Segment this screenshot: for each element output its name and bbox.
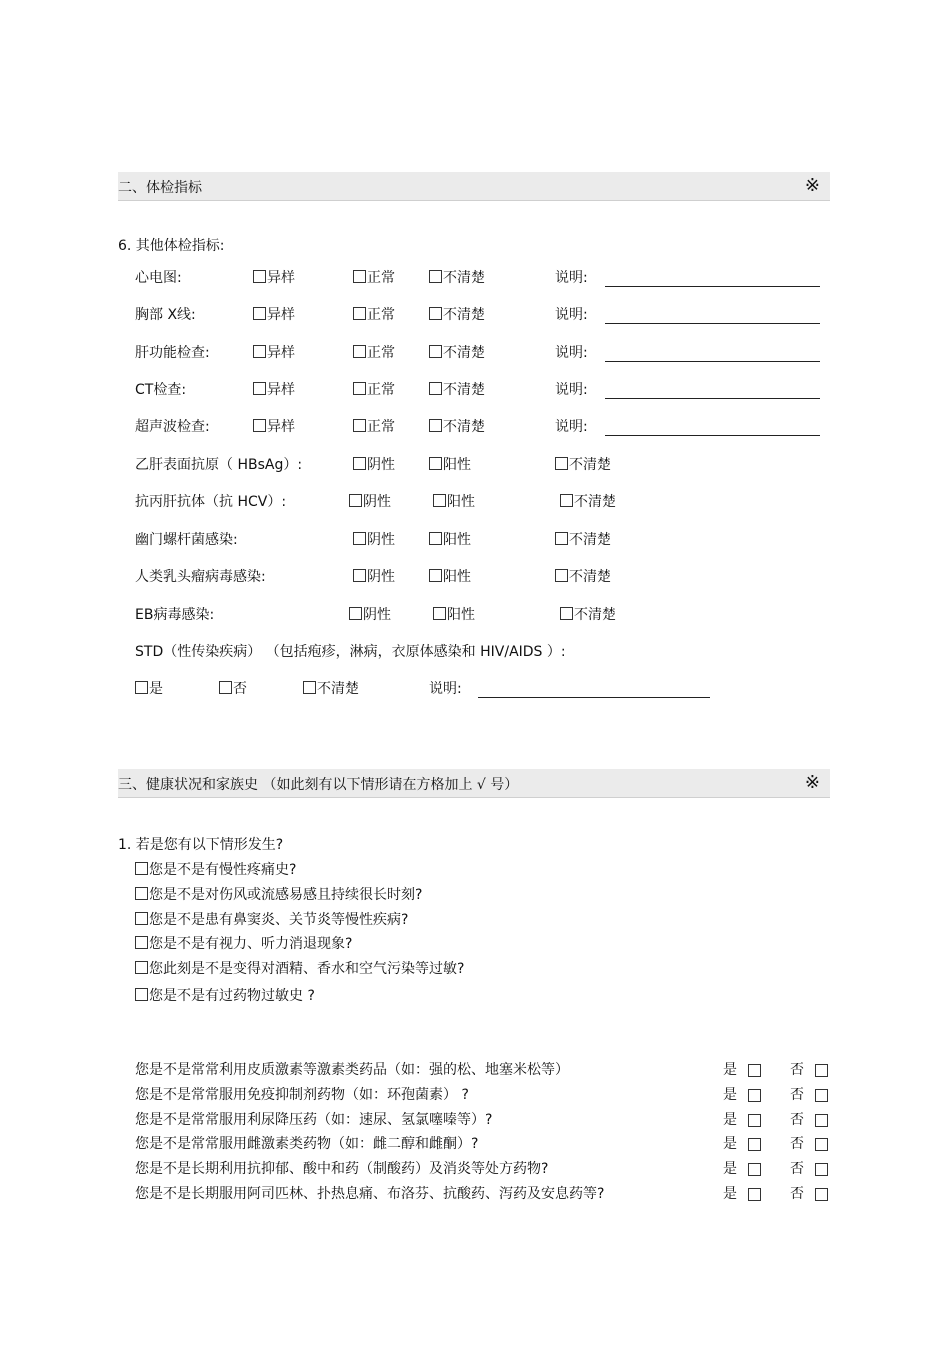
- checkbox[interactable]: [429, 345, 442, 358]
- checkbox[interactable]: [429, 270, 442, 283]
- checkbox[interactable]: [353, 270, 366, 283]
- option-abnormal[interactable]: [253, 269, 295, 287]
- checkbox[interactable]: [560, 607, 573, 620]
- item-label: 您是不是有过药物过敏史 ?: [149, 988, 315, 1004]
- note-input-line[interactable]: [605, 286, 820, 287]
- no-label: 否: [790, 1186, 804, 1202]
- checkbox[interactable]: [353, 532, 366, 545]
- checkbox[interactable]: [560, 494, 573, 507]
- checkbox[interactable]: [429, 532, 442, 545]
- yes-label: 是: [723, 1111, 737, 1128]
- option-label: 阳性: [443, 569, 471, 585]
- no-checkbox[interactable]: [815, 1089, 828, 1102]
- section-title: 二、体检指标: [118, 180, 202, 196]
- option-label: 不清楚: [317, 681, 359, 697]
- checkbox[interactable]: [433, 494, 446, 507]
- no-label: 否: [790, 1136, 804, 1153]
- option-label: 正常: [367, 382, 395, 398]
- yes-checkbox[interactable]: [748, 1138, 761, 1151]
- question-title: 6. 其他体检指标:: [118, 238, 225, 254]
- medication-question: 您是不是长期服用阿司匹林、扑热息痛、布洛芬、抗酸药、泻药及安息药等?: [135, 1186, 605, 1202]
- no-checkbox[interactable]: [815, 1163, 828, 1176]
- option-label: 阳性: [443, 532, 471, 548]
- option-label: 不清楚: [443, 345, 485, 361]
- note-label: 说明:: [555, 307, 588, 323]
- checkbox[interactable]: [353, 457, 366, 470]
- option-label: 阴性: [363, 494, 391, 510]
- option-label: 不清楚: [569, 532, 611, 548]
- option-label: 异样: [267, 270, 295, 286]
- option-negative[interactable]: [349, 606, 391, 624]
- option-label: 是: [149, 681, 163, 697]
- checkbox[interactable]: [135, 961, 148, 974]
- checkbox[interactable]: [429, 307, 442, 320]
- exam-label: 肝功能检查:: [135, 345, 210, 361]
- note-label: 说明:: [555, 382, 588, 398]
- no-label: 否: [790, 1086, 804, 1103]
- option-unclear[interactable]: [560, 606, 616, 624]
- exam-label: 超声波检查:: [135, 419, 210, 435]
- option-unclear[interactable]: [429, 269, 485, 287]
- option-positive[interactable]: [433, 493, 475, 511]
- checkbox[interactable]: [135, 936, 148, 949]
- checkbox[interactable]: [353, 307, 366, 320]
- option-label: 阳性: [447, 607, 475, 623]
- checkbox[interactable]: [253, 419, 266, 432]
- checkbox[interactable]: [135, 912, 148, 925]
- yes-checkbox[interactable]: [748, 1114, 761, 1127]
- test-label: 乙肝表面抗原（ HBsAg）:: [135, 457, 303, 473]
- option-unclear[interactable]: [429, 418, 485, 436]
- option-unclear[interactable]: [555, 568, 611, 586]
- option-label: 不清楚: [443, 307, 485, 323]
- note-input-line[interactable]: [605, 435, 820, 436]
- medication-question: 您是不是常常利用皮质激素等激素类药品（如：强的松、地塞米松等）: [135, 1062, 569, 1078]
- item-label: 您是不是有视力、听力消退现象?: [149, 936, 353, 952]
- checkbox[interactable]: [555, 532, 568, 545]
- note-label: 说明:: [555, 270, 588, 286]
- option-label: 正常: [367, 307, 395, 323]
- option-positive[interactable]: [429, 531, 471, 549]
- section-title: 三、健康状况和家族史 （如此刻有以下情形请在方格加上 √ 号）: [118, 777, 519, 793]
- item-label: 您是不是患有鼻窦炎、关节炎等慢性疾病?: [149, 912, 409, 928]
- no-label: 否: [790, 1062, 804, 1078]
- option-label: 阳性: [447, 494, 475, 510]
- medication-question: 您是不是长期利用抗抑郁、酸中和药（制酸药）及消炎等处方药物?: [135, 1161, 549, 1178]
- section-header-physical-exam: [118, 172, 830, 201]
- yes-checkbox[interactable]: [748, 1163, 761, 1176]
- option-label: 阴性: [367, 569, 395, 585]
- checkbox[interactable]: [429, 419, 442, 432]
- note-input-line[interactable]: [605, 398, 820, 399]
- exam-label: 心电图:: [135, 270, 182, 286]
- checkbox[interactable]: [253, 345, 266, 358]
- checkbox[interactable]: [429, 382, 442, 395]
- item-label: 您此刻是不是变得对酒精、香水和空气污染等过敏?: [149, 961, 465, 977]
- option-normal[interactable]: [353, 418, 395, 436]
- checkbox[interactable]: [135, 988, 148, 1001]
- checkbox[interactable]: [135, 887, 148, 900]
- option-label: 异样: [267, 345, 295, 361]
- no-label: 否: [790, 1111, 804, 1128]
- option-label: 不清楚: [574, 607, 616, 623]
- checkbox[interactable]: [349, 607, 362, 620]
- option-label: 阴性: [367, 457, 395, 473]
- std-option-yes[interactable]: [135, 680, 163, 698]
- checkbox[interactable]: [135, 862, 148, 875]
- option-abnormal[interactable]: [253, 344, 295, 362]
- yes-label: 是: [723, 1086, 737, 1103]
- checkbox[interactable]: [353, 419, 366, 432]
- test-label: 幽门螺杆菌感染:: [135, 532, 238, 548]
- exam-label: CT检查:: [135, 382, 187, 398]
- yes-checkbox[interactable]: [748, 1089, 761, 1102]
- yes-checkbox[interactable]: [748, 1064, 761, 1077]
- option-normal[interactable]: [353, 306, 395, 324]
- checkbox[interactable]: [219, 681, 232, 694]
- item-label: 您是不是有慢性疼痛史?: [149, 862, 297, 878]
- std-option-no[interactable]: [219, 680, 247, 698]
- no-label: 否: [790, 1161, 804, 1178]
- no-checkbox[interactable]: [815, 1114, 828, 1127]
- option-label: 不清楚: [574, 494, 616, 510]
- condition-item[interactable]: [135, 987, 315, 1005]
- option-label: 不清楚: [569, 457, 611, 473]
- section-header-health-history: [118, 769, 830, 798]
- note-label: 说明:: [429, 681, 462, 697]
- option-unclear[interactable]: [429, 381, 485, 399]
- option-unclear[interactable]: [560, 493, 616, 511]
- yes-label: 是: [723, 1186, 737, 1202]
- option-label: 异样: [267, 382, 295, 398]
- reference-mark: ※: [804, 175, 820, 196]
- option-label: 正常: [367, 270, 395, 286]
- yes-checkbox[interactable]: [748, 1188, 761, 1201]
- exam-label: 胸部 X线:: [135, 307, 196, 323]
- option-unclear[interactable]: [555, 531, 611, 549]
- option-label: 阴性: [363, 607, 391, 623]
- yes-label: 是: [723, 1161, 737, 1178]
- checkbox[interactable]: [433, 607, 446, 620]
- option-label: 否: [233, 681, 247, 697]
- option-label: 异样: [267, 419, 295, 435]
- condition-item[interactable]: [135, 911, 408, 929]
- option-abnormal[interactable]: [253, 381, 295, 399]
- note-label: 说明:: [555, 419, 588, 435]
- checkbox[interactable]: [303, 681, 316, 694]
- option-unclear[interactable]: [555, 456, 611, 474]
- checkbox[interactable]: [353, 345, 366, 358]
- option-abnormal[interactable]: [253, 418, 295, 436]
- no-checkbox[interactable]: [815, 1064, 828, 1077]
- note-input-line[interactable]: [605, 323, 820, 324]
- option-abnormal[interactable]: [253, 306, 295, 324]
- option-normal[interactable]: [353, 269, 395, 287]
- checkbox[interactable]: [555, 569, 568, 582]
- option-label: 正常: [367, 345, 395, 361]
- medication-question: 您是不是常常服用免疫抑制剂药物（如：环孢菌素） ?: [135, 1086, 469, 1103]
- note-input-line[interactable]: [478, 697, 710, 698]
- checkbox[interactable]: [135, 681, 148, 694]
- option-label: 不清楚: [443, 419, 485, 435]
- option-positive[interactable]: [433, 606, 475, 624]
- condition-item[interactable]: [135, 935, 352, 953]
- checkbox[interactable]: [253, 307, 266, 320]
- test-label: 抗丙肝抗体（抗 HCV）:: [135, 494, 287, 510]
- option-unclear[interactable]: [429, 306, 485, 324]
- test-label: 人类乳头瘤病毒感染:: [135, 569, 266, 585]
- option-label: 阳性: [443, 457, 471, 473]
- note-input-line[interactable]: [605, 361, 820, 362]
- checkbox[interactable]: [429, 457, 442, 470]
- checkbox[interactable]: [253, 382, 266, 395]
- checkbox[interactable]: [353, 569, 366, 582]
- option-label: 阴性: [367, 532, 395, 548]
- option-negative[interactable]: [353, 456, 395, 474]
- std-question: STD（性传染疾病） （包括疱疹，淋病，衣原体感染和 HIV/AIDS ）:: [135, 644, 566, 660]
- std-option-unclear[interactable]: [303, 680, 359, 698]
- reference-mark: ※: [804, 772, 820, 793]
- question-title: 1. 若是您有以下情形发生?: [118, 837, 284, 853]
- option-label: 不清楚: [443, 270, 485, 286]
- item-label: 您是不是对伤风或流感易感且持续很长时刻?: [149, 887, 423, 903]
- option-normal[interactable]: [353, 381, 395, 399]
- no-checkbox[interactable]: [815, 1138, 828, 1151]
- yes-label: 是: [723, 1062, 737, 1078]
- option-label: 不清楚: [443, 382, 485, 398]
- checkbox[interactable]: [555, 457, 568, 470]
- yes-label: 是: [723, 1136, 737, 1153]
- note-label: 说明:: [555, 345, 588, 361]
- condition-item[interactable]: [135, 886, 422, 904]
- checkbox[interactable]: [349, 494, 362, 507]
- medication-question: 您是不是常常服用雌激素类药物（如：雌二醇和雌酮）?: [135, 1136, 479, 1153]
- option-unclear[interactable]: [429, 344, 485, 362]
- option-negative[interactable]: [353, 568, 395, 586]
- checkbox[interactable]: [429, 569, 442, 582]
- option-label: 异样: [267, 307, 295, 323]
- condition-item[interactable]: [135, 960, 464, 978]
- no-checkbox[interactable]: [815, 1188, 828, 1201]
- option-negative[interactable]: [353, 531, 395, 549]
- option-label: 不清楚: [569, 569, 611, 585]
- option-negative[interactable]: [349, 493, 391, 511]
- option-positive[interactable]: [429, 456, 471, 474]
- option-label: 正常: [367, 419, 395, 435]
- condition-item[interactable]: [135, 861, 296, 879]
- medication-question: 您是不是常常服用利尿降压药（如：速尿、氢氯噻嗪等）?: [135, 1111, 493, 1128]
- option-positive[interactable]: [429, 568, 471, 586]
- checkbox[interactable]: [353, 382, 366, 395]
- checkbox[interactable]: [253, 270, 266, 283]
- test-label: EB病毒感染:: [135, 607, 215, 623]
- option-normal[interactable]: [353, 344, 395, 362]
